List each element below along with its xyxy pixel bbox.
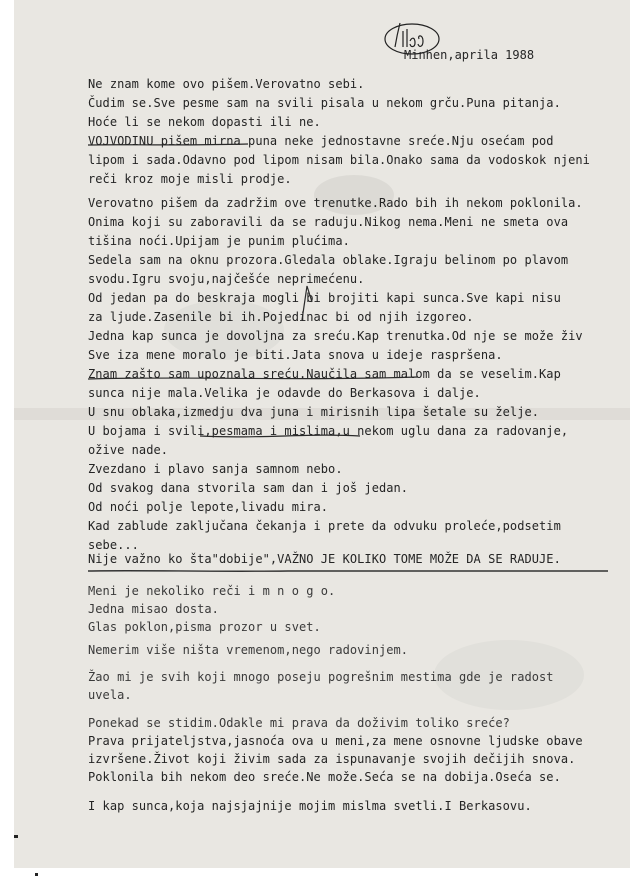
text-line: uvela. xyxy=(88,688,132,702)
text-line: Od jedan pa do beskraja mogli bi brojiti kapi sunca.Sve kapi nisu xyxy=(88,291,561,305)
text-line: Kad zablude zaključana čekanja i prete da odvuku proleće,podsetim xyxy=(88,519,561,533)
text-line: Žao mi je svih koji mnogo poseju pogrešnim mestima gde je radost xyxy=(88,670,554,684)
underline-mark xyxy=(200,431,360,441)
text-line: za ljude.Zasenile bi ih.Pojedinac bi od njih izgoreo. xyxy=(88,310,474,324)
text-line: Nemerim više ništa vremenom,nego radovinjem. xyxy=(88,643,409,657)
text-line: Meni je nekoliko reči i m n o g o. xyxy=(88,584,336,598)
text-line: VOJVODINU pišem mirna puna neke jednostavne sreće.Nju osećam pod xyxy=(88,134,554,148)
text-line: sunca nije mala.Velika je odavde do Berkasova i dalje. xyxy=(88,386,481,400)
underline-mark xyxy=(88,373,418,383)
text-line: Prava prijateljstva,jasnoća ova u meni,za mene osnovne ljudske obave xyxy=(88,734,583,748)
text-line: tišina noći.Upijam je punim plućima. xyxy=(88,234,350,248)
underline-mark xyxy=(88,140,248,150)
text-line: Ponekad se stidim.Odakle mi prava da doživim toliko sreće? xyxy=(88,716,510,730)
text-line: Zvezdano i plavo sanja samnom nebo. xyxy=(88,462,343,476)
text-line: Jedna kap sunca je dovoljna za sreću.Kap trenutka.Od nje se može živ xyxy=(88,329,583,343)
text-line: U snu oblaka,izmedju dva juna i mirisnih lipa šetale su želje. xyxy=(88,405,540,419)
margin-dot xyxy=(14,835,18,838)
text-line: izvršene.Život koji živim sada za ispunavanje svojih dečijih snova. xyxy=(88,752,576,766)
text-line: Od svakog dana stvorila sam dan i još jedan. xyxy=(88,481,409,495)
text-line: Verovatno pišem da zadržim ove trenutke.Rado bih ih nekom poklonila. xyxy=(88,196,583,210)
handwritten-correction-mark xyxy=(300,282,314,322)
text-line: Sve iza mene moralo je biti.Jata snova u ideje raspršena. xyxy=(88,348,503,362)
margin-dot xyxy=(35,873,38,876)
text-line: Od noći polje lepote,livadu mira. xyxy=(88,500,329,514)
text-line: Glas poklon,pisma prozor u svet. xyxy=(88,620,321,634)
text-line: ožive nade. xyxy=(88,443,169,457)
text-line: U bojama i svili,pesmama i mislima,u nekom uglu dana za radovanje, xyxy=(88,424,569,438)
text-line: lipom i sada.Odavno pod lipom nisam bila.Onako sama da vodoskok njeni xyxy=(88,153,590,167)
text-line: sebe... xyxy=(88,538,139,552)
text-line: reči kroz moje misli prodje. xyxy=(88,172,292,186)
text-line: Jedna misao dosta. xyxy=(88,602,219,616)
text-line: Čudim se.Sve pesme sam na svili pisala u nekom grču.Puna pitanja. xyxy=(88,96,561,110)
text-line: Hoće li se nekom dopasti ili ne. xyxy=(88,115,321,129)
dateline: Minhen,aprila 1988 xyxy=(404,48,535,62)
text-line: Nije važno ko šta"dobije",VAŽNO JE KOLIKO TOME MOŽE DA SE RADUJE. xyxy=(88,552,561,566)
text-line: I kap sunca,koja najsjajnije mojim mislma svetli.I Berkasovu. xyxy=(88,799,532,813)
text-line: Onima koji su zaboravili da se raduju.Nikog nema.Meni ne smeta ova xyxy=(88,215,569,229)
text-line: Ne znam kome ovo pišem.Verovatno sebi. xyxy=(88,77,365,91)
text-line: svodu.Igru svoju,najčešće neprimećenu. xyxy=(88,272,365,286)
divider-line xyxy=(88,569,608,573)
text-line: Znam zašto sam upoznala sreću.Naučila sam malom da se veselim.Kap xyxy=(88,367,561,381)
text-line: Sedela sam na oknu prozora.Gledala oblake.Igraju belinom po plavom xyxy=(88,253,569,267)
text-line: Poklonila bih nekom deo sreće.Ne može.Seća se na dobija.Oseća se. xyxy=(88,770,561,784)
